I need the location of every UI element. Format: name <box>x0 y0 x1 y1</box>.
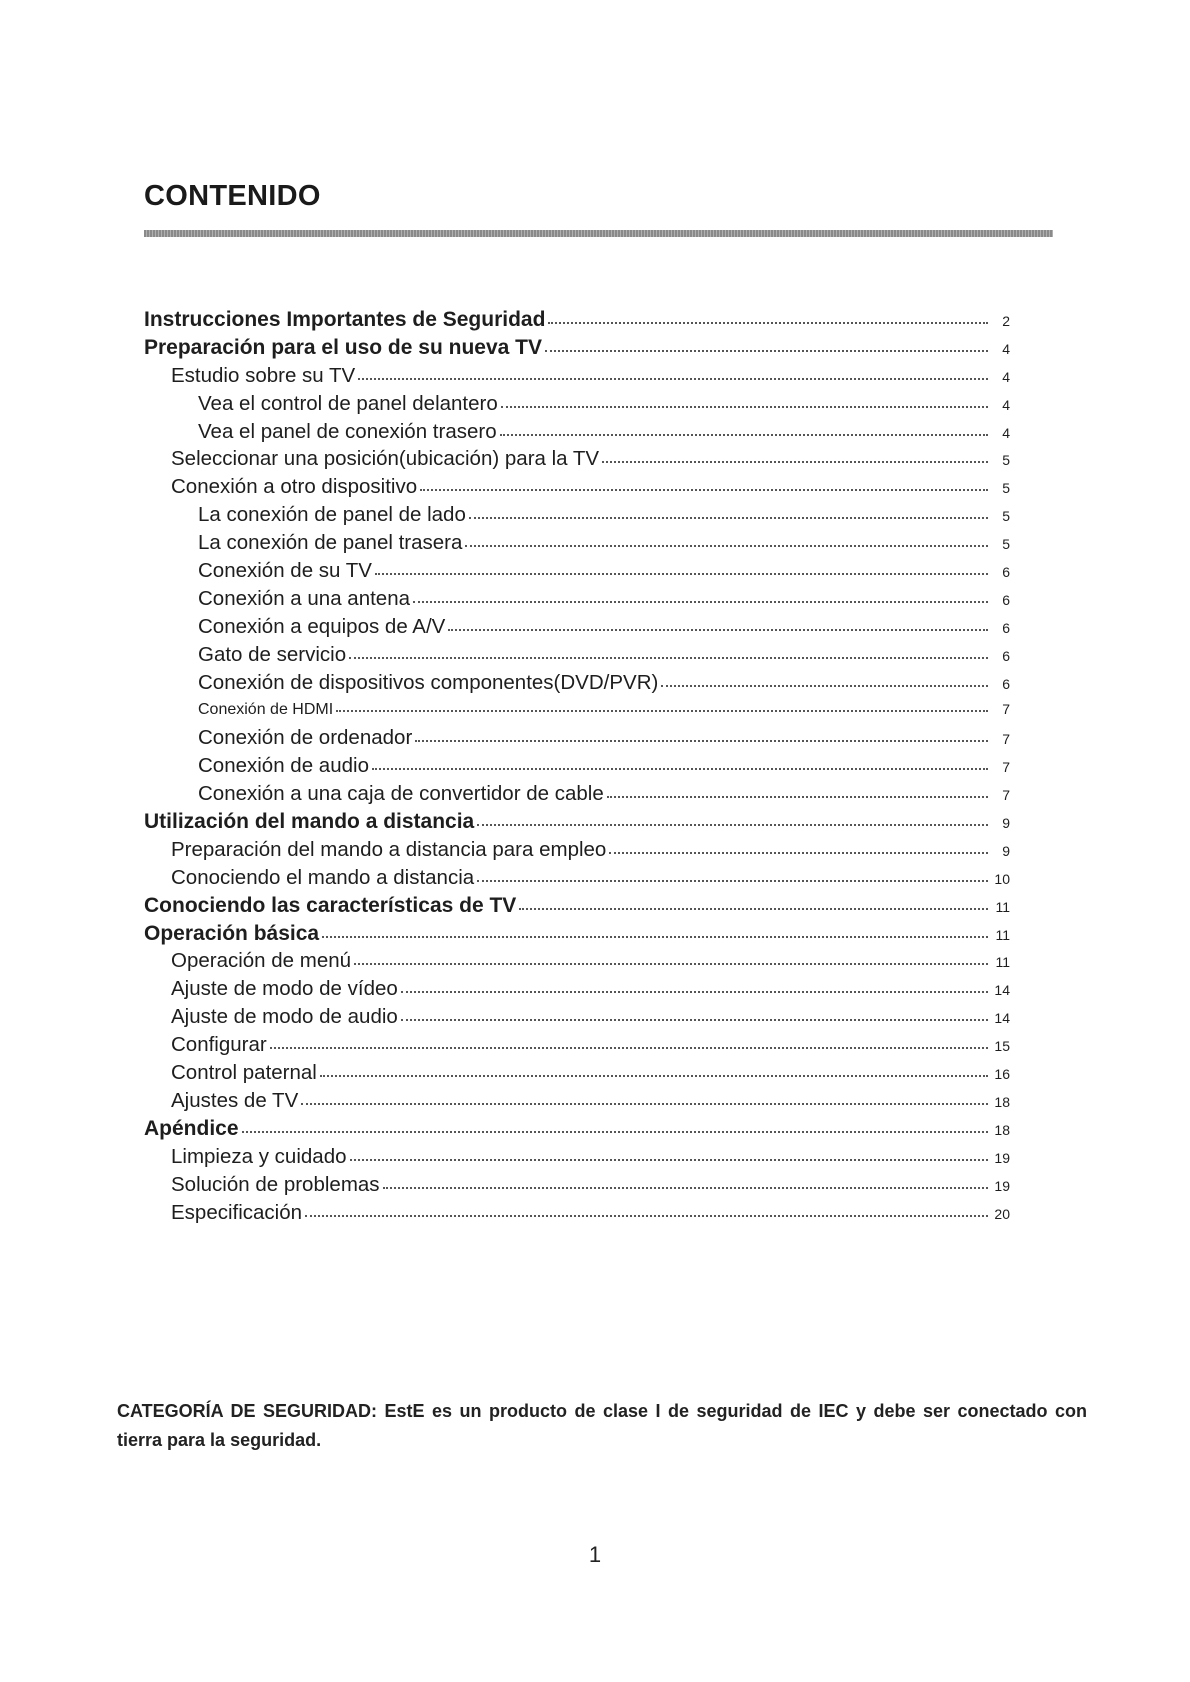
toc-entry <box>144 1199 1010 1227</box>
toc-entry-label: Conexión de HDMI <box>198 701 334 719</box>
toc-entry-page: 7 <box>1002 787 1010 804</box>
toc-dot-leader <box>375 573 988 575</box>
toc-entry <box>144 1143 1010 1171</box>
toc-dot-leader <box>465 545 988 547</box>
toc-entry-page: 5 <box>1002 480 1010 497</box>
toc-entry-page: 7 <box>1002 759 1010 776</box>
toc-entry-page: 5 <box>1002 508 1010 525</box>
toc-dot-leader <box>477 824 988 826</box>
toc-entry <box>144 1059 1010 1087</box>
toc-entry <box>144 390 1010 418</box>
toc-entry-label: Preparación para el uso de su nueva TV <box>144 335 542 359</box>
toc-dot-leader <box>305 1215 988 1217</box>
toc-entry-page: 19 <box>994 1149 1010 1166</box>
toc-entry <box>144 306 1010 334</box>
toc-entry-label: Solución de problemas <box>171 1172 380 1196</box>
toc-entry-page: 4 <box>1002 424 1010 441</box>
toc-dot-leader <box>609 852 988 854</box>
toc-entry-page: 11 <box>995 898 1010 915</box>
toc-entry-page: 9 <box>1002 815 1010 832</box>
toc-entry <box>144 557 1010 585</box>
toc-entry-label: Conexión a una caja de convertidor de cable <box>198 782 604 806</box>
toc-dot-leader <box>420 489 988 491</box>
toc-entry-label: Especificación <box>171 1200 303 1224</box>
toc-dot-leader <box>320 1075 988 1077</box>
toc-entry-page: 18 <box>994 1093 1010 1110</box>
toc-entry <box>144 585 1010 613</box>
toc-entry-label: Ajustes de TV <box>171 1088 299 1112</box>
toc-entry-page: 16 <box>994 1066 1010 1083</box>
toc-entry-page: 6 <box>1002 675 1010 692</box>
toc-entry-label: Apéndice <box>144 1116 239 1140</box>
toc-entry-page: 4 <box>1002 396 1010 413</box>
toc-dot-leader <box>501 406 988 408</box>
toc-entry-label: Conexión de su TV <box>198 559 372 583</box>
toc-entry-page: 20 <box>994 1205 1010 1222</box>
toc-dot-leader <box>545 350 988 352</box>
toc-dot-leader <box>519 908 988 910</box>
toc-entry-page: 14 <box>994 982 1010 999</box>
toc-entry-page: 6 <box>1002 564 1010 581</box>
toc-dot-leader <box>477 880 988 882</box>
toc-entry-page: 2 <box>1002 313 1010 329</box>
toc-dot-leader <box>413 601 988 603</box>
toc-entry <box>144 501 1010 529</box>
toc-entry-label: Conexión de dispositivos componentes(DVD/PVR) <box>198 670 659 694</box>
toc-dot-leader <box>401 991 988 993</box>
toc-dot-leader <box>401 1019 988 1021</box>
toc-entry-label: Vea el control de panel delantero <box>198 391 498 415</box>
toc-entry-label: Conexión a otro dispositivo <box>171 475 418 499</box>
toc-entry <box>144 836 1010 864</box>
toc-dot-leader <box>301 1103 988 1105</box>
toc-entry-label: Conexión de audio <box>198 754 369 778</box>
toc-entry-label: La conexión de panel de lado <box>198 503 466 527</box>
toc-entry-label: Instrucciones Importantes de Seguridad <box>144 308 546 331</box>
toc-entry-page: 6 <box>1002 647 1010 664</box>
toc-entry-label: Gato de servicio <box>198 642 347 666</box>
toc-entry-page: 14 <box>994 1010 1010 1027</box>
toc-dot-leader <box>500 434 988 436</box>
toc-entry <box>144 975 1010 1003</box>
toc-entry-label: Vea el panel de conexión trasero <box>198 419 497 443</box>
toc-entry-page: 10 <box>994 870 1010 887</box>
toc-entry-label: Ajuste de modo de vídeo <box>171 977 398 1001</box>
toc-dot-leader <box>448 629 988 631</box>
toc-entry-page: 7 <box>1002 731 1010 748</box>
toc-dot-leader <box>372 768 988 770</box>
toc-entry <box>144 808 1010 836</box>
toc-dot-leader <box>358 378 988 380</box>
toc-dot-leader <box>336 710 988 712</box>
toc-entry-page: 6 <box>1002 591 1010 608</box>
toc-entry-page: 4 <box>1002 368 1010 385</box>
toc-entry-page: 4 <box>1002 340 1010 357</box>
toc-dot-leader <box>350 1159 989 1161</box>
toc-entry <box>144 892 1010 920</box>
toc-entry-page: 5 <box>1002 536 1010 553</box>
toc-entry <box>144 780 1010 808</box>
toc-entry <box>144 529 1010 557</box>
toc-entry-page: 5 <box>1002 452 1010 469</box>
toc-entry <box>144 724 1010 752</box>
toc-entry <box>144 696 1010 724</box>
toc-dot-leader <box>607 796 988 798</box>
toc-entry-label: Conexión de ordenador <box>198 726 413 750</box>
toc-dot-leader <box>602 461 988 463</box>
toc-entry-label: Operación básica <box>144 921 320 945</box>
toc-entry <box>144 613 1010 641</box>
toc-entry-label: Operación de menú <box>171 949 352 973</box>
toc-entry-label: Ajuste de modo de audio <box>171 1005 398 1029</box>
toc-entry-label: Limpieza y cuidado <box>171 1144 347 1168</box>
toc-entry <box>144 947 1010 975</box>
toc-entry <box>144 1171 1010 1199</box>
page-number: 1 <box>588 1542 602 1567</box>
toc-entry <box>144 920 1010 948</box>
toc-entry-page: 9 <box>1002 842 1010 859</box>
toc-entry-page: 19 <box>994 1177 1010 1194</box>
toc-dot-leader <box>548 322 988 324</box>
toc-entry <box>144 864 1010 892</box>
toc-entry <box>144 1087 1010 1115</box>
toc-dot-leader <box>242 1131 988 1133</box>
toc-entry-page: 15 <box>994 1038 1010 1055</box>
toc-dot-leader <box>349 657 988 659</box>
toc-entry-label: Control paternal <box>171 1061 317 1085</box>
toc-entry <box>144 1003 1010 1031</box>
toc-entry-label: Conexión a equipos de A/V <box>198 614 446 638</box>
toc-entry-page: 6 <box>1002 619 1010 636</box>
toc-entry <box>144 418 1010 446</box>
toc-entry-label: Configurar <box>171 1033 267 1057</box>
toc-entry <box>144 445 1010 473</box>
toc-dot-leader <box>354 963 988 965</box>
toc-entry-label: Utilización del mando a distancia <box>144 810 475 834</box>
toc-dot-leader <box>469 517 988 519</box>
toc-entry-label: Seleccionar una posición(ubicación) para la TV <box>171 447 600 471</box>
toc-entry-label: Conociendo el mando a distancia <box>171 865 475 889</box>
toc-entry-label: Preparación del mando a distancia para empleo <box>171 837 607 861</box>
toc-entry <box>144 641 1010 669</box>
toc-entry-label: Conexión a una antena <box>198 586 411 610</box>
toc-entry-page: 11 <box>995 954 1010 971</box>
toc-entry-label: Conociendo las características de TV <box>144 893 517 917</box>
title-divider <box>144 230 1053 237</box>
toc-entry-page: 11 <box>995 926 1010 943</box>
toc-entry <box>144 473 1010 501</box>
toc-dot-leader <box>415 740 988 742</box>
toc-entry-page: 7 <box>1002 701 1010 718</box>
toc-entry-page: 18 <box>994 1121 1010 1138</box>
table-of-contents <box>144 306 1010 1226</box>
toc-dot-leader <box>383 1187 988 1189</box>
toc-dot-leader <box>270 1047 988 1049</box>
toc-entry-label: Estudio sobre su TV <box>171 363 356 387</box>
toc-dot-leader <box>661 685 988 687</box>
toc-entry <box>144 1031 1010 1059</box>
page-title: CONTENIDO <box>144 180 321 212</box>
toc-entry <box>144 752 1010 780</box>
toc-entry <box>144 334 1010 362</box>
safety-category-note: CATEGORÍA DE SEGURIDAD: EstE es un producto de clase I de seguridad de IEC y debe ser conectado con tierra para la seguridad. <box>117 1401 1087 1450</box>
toc-entry <box>144 669 1010 697</box>
toc-entry <box>144 362 1010 390</box>
toc-entry-label: La conexión de panel trasera <box>198 531 463 555</box>
toc-dot-leader <box>322 936 988 938</box>
toc-entry <box>144 1115 1010 1143</box>
